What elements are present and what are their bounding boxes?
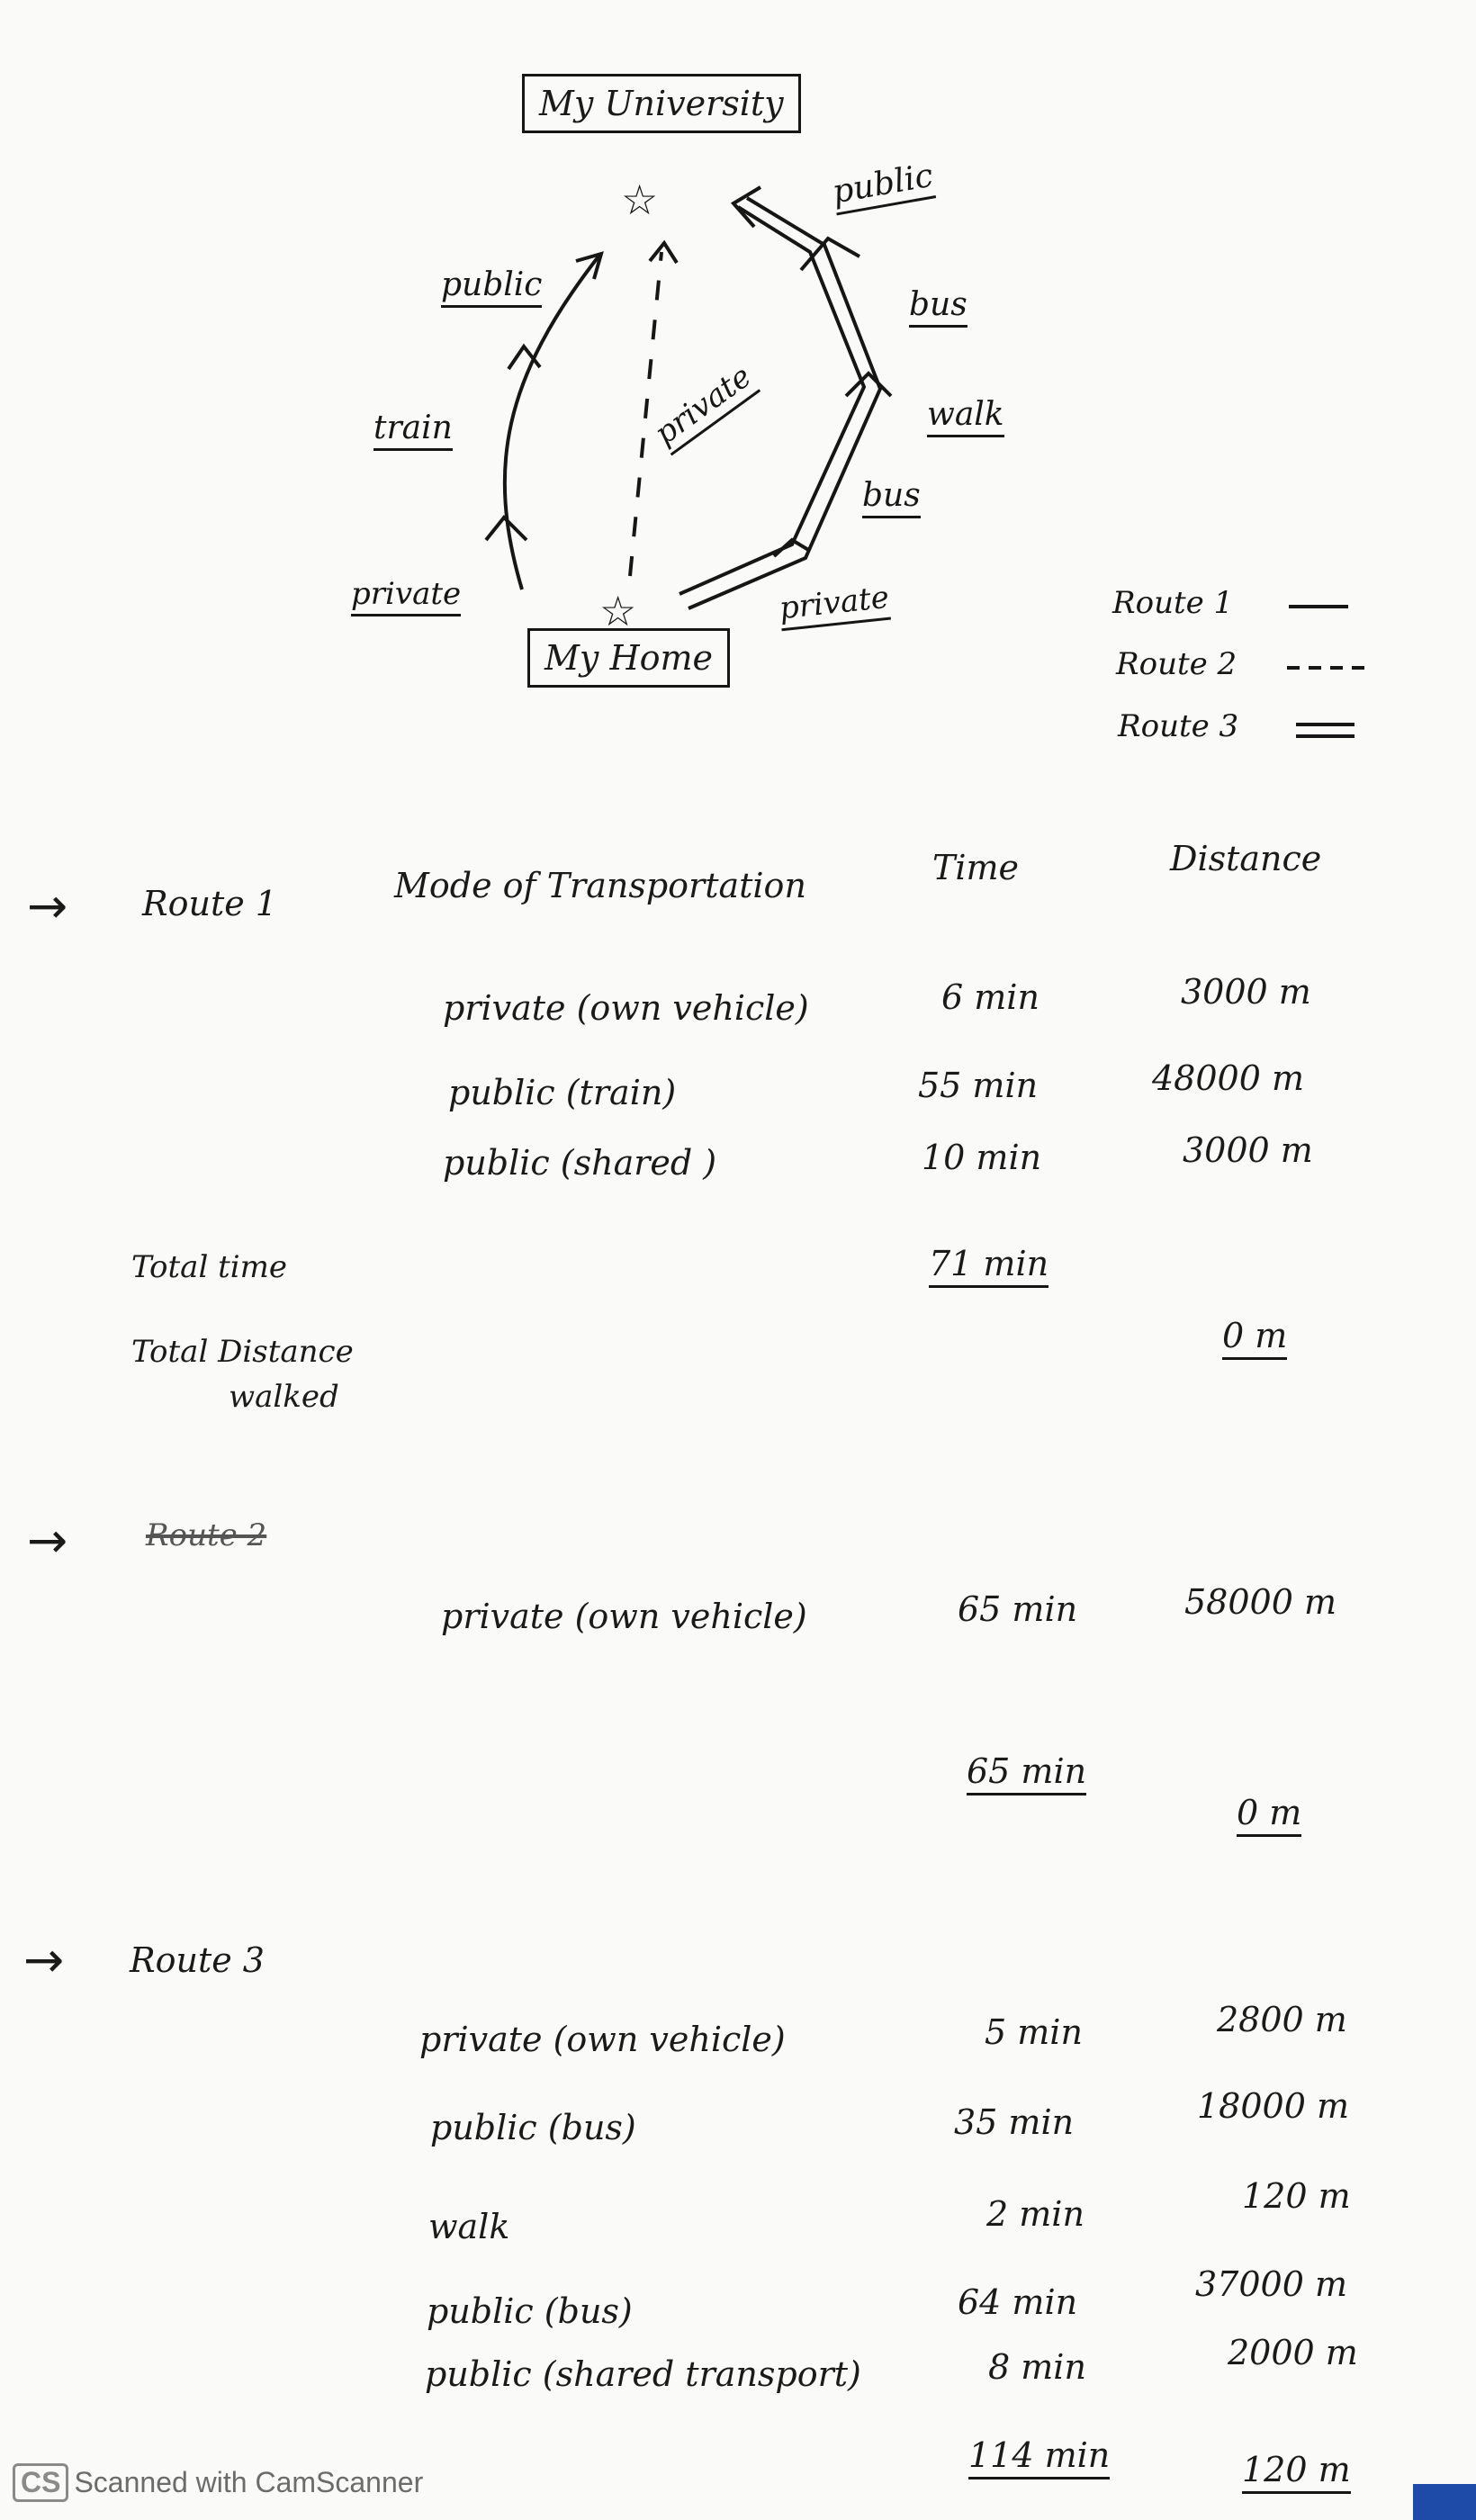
camscanner-watermark bbox=[13, 2459, 423, 2506]
route-1-row-1-time: 6 min bbox=[941, 977, 1040, 1017]
route-1-total-time: 71 min bbox=[929, 1244, 1048, 1288]
route-2-row-1-time: 65 min bbox=[958, 1589, 1078, 1629]
route-2-label: Route 2 bbox=[146, 1517, 267, 1553]
distance-header: Distance bbox=[1170, 839, 1322, 878]
route-1-total-walk-label-2: walked bbox=[229, 1379, 339, 1415]
route-3-total-time: 114 min bbox=[968, 2435, 1110, 2480]
route-1-row-3-time: 10 min bbox=[922, 1138, 1042, 1177]
route-2-line bbox=[630, 252, 662, 576]
route-3-row-4-distance: 37000 m bbox=[1195, 2264, 1347, 2304]
route-3-row-5-mode: public (shared transport) bbox=[425, 2354, 861, 2394]
route-1-arrow-icon: → bbox=[27, 878, 68, 934]
route-3-row-2-mode: public (bus) bbox=[430, 2108, 636, 2147]
route-3-row-3-mode: walk bbox=[428, 2207, 510, 2246]
left-public-label: public bbox=[441, 266, 542, 308]
route-3-row-5-distance: 2000 m bbox=[1228, 2333, 1358, 2372]
right-public-label: public bbox=[830, 158, 937, 216]
right-bus-bottom-label: bus bbox=[862, 477, 921, 518]
route-3-label: Route 3 bbox=[130, 1940, 265, 1980]
route-1-row-1-mode: private (own vehicle) bbox=[443, 988, 809, 1028]
page-corner bbox=[1413, 2484, 1476, 2520]
left-private-label: private bbox=[351, 576, 461, 616]
middle-private-label: private bbox=[648, 358, 760, 455]
home-star-icon: ☆ bbox=[599, 587, 637, 635]
route-3-row-4-mode: public (bus) bbox=[427, 2291, 633, 2331]
route-2-total-time: 65 min bbox=[967, 1751, 1086, 1796]
legend-route-2: Route 2 bbox=[1116, 646, 1238, 682]
route-1-total-walk-label-1: Total Distance bbox=[131, 1334, 354, 1370]
route-3-row-3-distance: 120 m bbox=[1242, 2176, 1351, 2216]
route-3-row-1-time: 5 min bbox=[985, 2012, 1083, 2052]
left-train-label: train bbox=[374, 410, 453, 451]
route-1-row-2-time: 55 min bbox=[918, 1066, 1039, 1105]
route-2-row-1-mode: private (own vehicle) bbox=[441, 1597, 807, 1636]
route-2-arrow-icon: → bbox=[27, 1512, 68, 1569]
mode-header: Mode of Transportation bbox=[394, 866, 806, 905]
right-bus-top-label: bus bbox=[909, 286, 968, 328]
route-1-row-3-distance: 3000 m bbox=[1183, 1130, 1313, 1170]
university-star-icon: ☆ bbox=[621, 176, 659, 224]
time-header: Time bbox=[932, 848, 1020, 887]
legend-route-1: Route 1 bbox=[1112, 585, 1234, 621]
route-3-row-4-time: 64 min bbox=[958, 2282, 1078, 2322]
route-1-row-1-distance: 3000 m bbox=[1181, 972, 1311, 1012]
route-2-total-walk: 0 m bbox=[1237, 1793, 1301, 1837]
route-2-row-1-distance: 58000 m bbox=[1184, 1582, 1336, 1622]
legend-route-3: Route 3 bbox=[1118, 708, 1239, 744]
route-1-row-2-distance: 48000 m bbox=[1152, 1058, 1304, 1098]
camscanner-logo-icon: CS bbox=[13, 2463, 68, 2502]
route-3-row-3-time: 2 min bbox=[986, 2194, 1084, 2234]
route-3-row-2-distance: 18000 m bbox=[1197, 2086, 1349, 2126]
route-3-arrow-icon: → bbox=[23, 1931, 65, 1988]
route-1-row-2-mode: public (train) bbox=[448, 1073, 677, 1112]
route-3-row-5-time: 8 min bbox=[988, 2347, 1086, 2387]
route-3-row-1-distance: 2800 m bbox=[1217, 2000, 1347, 2039]
right-walk-label: walk bbox=[927, 396, 1004, 437]
route-1-label: Route 1 bbox=[142, 884, 277, 923]
route-3-total-walk: 120 m bbox=[1242, 2450, 1351, 2494]
camscanner-text: Scanned with CamScanner bbox=[74, 2465, 424, 2498]
route-1-total-walk: 0 m bbox=[1222, 1316, 1287, 1360]
route-3-row-2-time: 35 min bbox=[954, 2102, 1075, 2142]
route-3-row-1-mode: private (own vehicle) bbox=[419, 2020, 786, 2059]
route-1-row-3-mode: public (shared ) bbox=[443, 1143, 717, 1183]
right-private-label: private bbox=[778, 580, 891, 632]
route-1-total-time-label: Total time bbox=[131, 1249, 288, 1285]
university-box: My University bbox=[522, 74, 801, 133]
home-box: My Home bbox=[527, 628, 730, 688]
